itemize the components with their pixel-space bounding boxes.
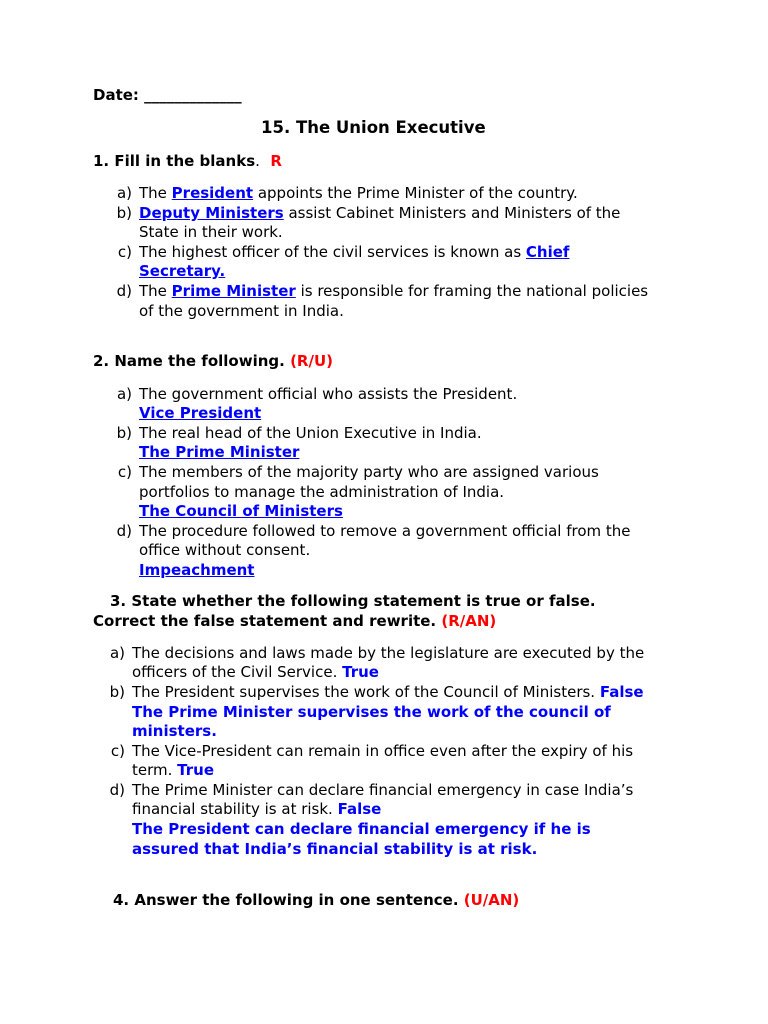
item-text	[139, 184, 578, 204]
item-line2	[132, 761, 214, 781]
item-line1-text: The President supervises the work of the Council of Ministers.	[132, 683, 600, 701]
item-line1: The Vice-President can remain in office even after the expiry of his	[132, 742, 634, 760]
answer-secretary[interactable]: Secretary.	[139, 262, 226, 280]
item-letter: b)	[116, 204, 132, 222]
item-question-line2: office without consent.	[139, 541, 311, 559]
item-line2	[132, 663, 379, 683]
item-letter: b)	[116, 424, 132, 442]
item-question: The real head of the Union Executive in India.	[139, 424, 482, 442]
correction-line1: The Prime Minister supervises the work of the council of	[132, 703, 611, 721]
answer-vice-president[interactable]: Vice President	[139, 404, 262, 422]
answer-council-of-ministers[interactable]: The Council of Ministers	[139, 502, 343, 520]
item-letter: a)	[109, 644, 125, 662]
item-letter: d)	[116, 282, 132, 300]
section3-heading: 3. State whether the following statement is true or false.	[110, 592, 596, 610]
item-question: The members of the majority party who are assigned various	[139, 463, 599, 481]
section1-heading-dot: .	[255, 152, 260, 170]
item-post: is responsible for framing the national policies	[295, 282, 649, 300]
correction-line2: ministers.	[132, 722, 217, 740]
section1-tag: R	[270, 152, 282, 170]
item-letter: c)	[110, 742, 125, 760]
item-text	[139, 243, 569, 263]
item-letter: c)	[117, 243, 132, 261]
section3-heading-line2	[93, 612, 496, 632]
item-line1: The decisions and laws made by the legislature are executed by the	[132, 644, 645, 662]
item-question: The government official who assists the President.	[139, 385, 518, 403]
answer-president[interactable]: President	[171, 184, 254, 202]
verdict-true: True	[177, 761, 215, 779]
item-question: The procedure followed to remove a government official from the	[139, 522, 631, 540]
item-pre: The highest officer of the civil services is known as	[139, 243, 526, 261]
item-question-line2: portfolios to manage the administration of India.	[139, 483, 505, 501]
section2-tag: (R/U)	[290, 352, 333, 370]
section3-heading2-text: Correct the false statement and rewrite.	[93, 612, 437, 630]
date-blank[interactable]: _____________	[144, 86, 242, 104]
item-pre: The	[139, 184, 172, 202]
section1-heading	[93, 152, 282, 172]
section4-heading	[113, 891, 519, 911]
page-title: 15. The Union Executive	[261, 118, 486, 137]
item-letter: d)	[116, 522, 132, 540]
item-pre: The	[139, 282, 172, 300]
item-letter: b)	[109, 683, 125, 701]
answer-prime-minister[interactable]: Prime Minister	[171, 282, 296, 300]
item-letter: c)	[117, 463, 132, 481]
date-label: Date:	[93, 86, 139, 104]
correction-line1: The President can declare financial emergency if he is	[132, 820, 591, 838]
answer-chief[interactable]: Chief	[525, 243, 570, 261]
item-text	[139, 282, 648, 302]
section4-heading-text: 4. Answer the following in one sentence.	[113, 891, 459, 909]
item-letter: d)	[109, 781, 125, 799]
section4-tag: (U/AN)	[463, 891, 520, 909]
item-line2-text: officers of the Civil Service.	[132, 663, 343, 681]
correction-line2: assured that India’s financial stability is at risk.	[132, 840, 538, 858]
item-line2-text: term.	[132, 761, 178, 779]
item-line1	[132, 683, 644, 703]
verdict-true: True	[342, 663, 379, 681]
item-line2	[132, 800, 381, 820]
item-line1: The Prime Minister can declare financial emergency in case India’s	[132, 781, 634, 799]
section2-heading	[93, 352, 333, 372]
item-line2: of the government in India.	[139, 302, 344, 320]
item-post: assist Cabinet Ministers and Ministers of the	[283, 204, 621, 222]
item-post: appoints the Prime Minister of the country.	[253, 184, 578, 202]
section1-heading-text: 1. Fill in the blanks	[93, 152, 256, 170]
answer-impeachment[interactable]: Impeachment	[139, 561, 255, 579]
answer-the-prime-minister[interactable]: The Prime Minister	[139, 443, 300, 461]
item-letter: a)	[116, 184, 132, 202]
verdict-false: False	[599, 683, 644, 701]
item-line2: State in their work.	[139, 223, 283, 241]
section3-tag: (R/AN)	[441, 612, 497, 630]
item-text	[139, 204, 620, 224]
answer-deputy-ministers[interactable]: Deputy Ministers	[139, 204, 284, 222]
section2-heading-text: 2. Name the following.	[93, 352, 285, 370]
date-line	[93, 86, 242, 106]
verdict-false: False	[337, 800, 382, 818]
item-line2-text: financial stability is at risk.	[132, 800, 338, 818]
item-letter: a)	[116, 385, 132, 403]
